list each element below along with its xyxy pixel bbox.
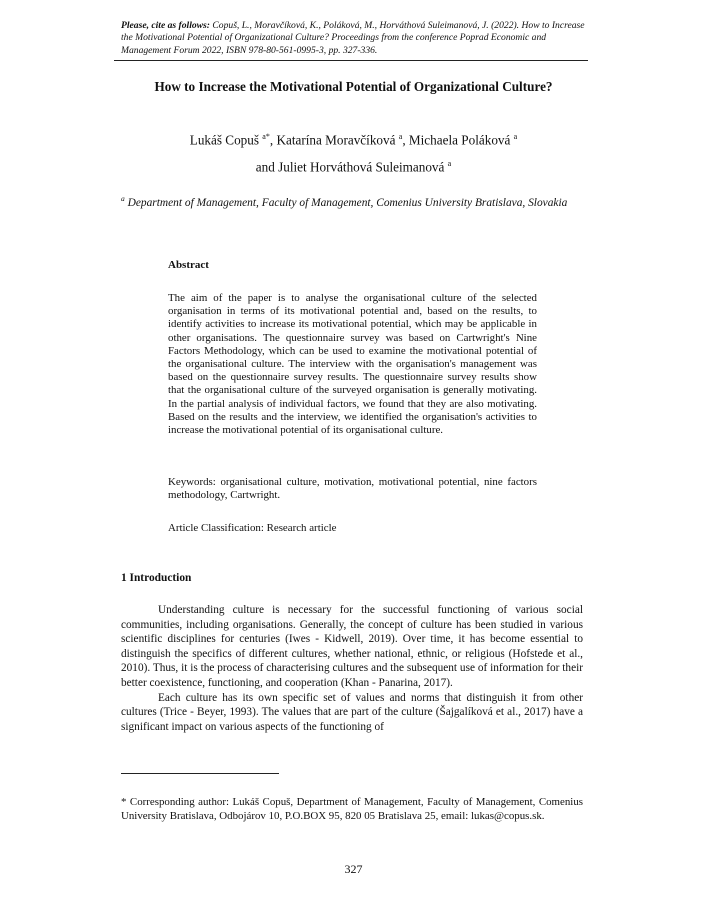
affiliation-marker: a: [121, 194, 125, 203]
paragraph: Each culture has its own specific set of values and norms that distinguish it from other cultures (Trice - Beyer, 1993). The values that are part of the culture (Šajgalíková et al., 2017) have a significant impact on various aspects of the functioning of: [121, 691, 583, 733]
author-line-1: Lukáš Copuš $^{a*}$, Katarína Moravčíková $^a$, Michaela Poláková $^a$: [189, 132, 518, 148]
article-classification: Article Classification: Research article: [168, 522, 337, 534]
author-marker: a: [447, 159, 452, 169]
author-marker: a: [398, 132, 403, 141]
section-body: [121, 603, 583, 734]
paragraph: Understanding culture is necessary for the successful functioning of various social communities, including organisations. Generally, the concept of culture has been studied in various scientific disciplines for centuries (Iwes - Kidwell, 2019). Over time, it has become essential to distinguish the specifics of different cultures, whether national, ethnic, or religious (Hofstede et al., 2010). Thus, it is the process of characterising cultures and the subsequent use of information for their better coexistence, functioning, and cooperation (Khan - Panarina, 2017).: [121, 604, 583, 689]
footnote-rule: [121, 773, 279, 774]
paper-title: How to Increase the Motivational Potential of Organizational Culture?: [154, 79, 553, 94]
author-list: [0, 125, 707, 180]
abstract-heading: Abstract: [168, 259, 209, 271]
citation-note: [121, 20, 587, 57]
author-marker: a: [513, 132, 518, 141]
page-number: 327: [344, 862, 363, 876]
header-rule: [114, 60, 588, 61]
author-name: Juliet Horváthová Suleimanová: [278, 159, 445, 175]
author-marker: a*: [262, 132, 270, 141]
author-conjunction: and: [255, 159, 275, 175]
footnote: * Corresponding author: Lukáš Copuš, Department of Management, Faculty of Management, Comenius University Bratislava, Odbojárov 10, P.O.BOX 95, 820 05 Bratislava 25, email: lukas@copus.sk.: [121, 796, 583, 823]
author-name: Lukáš Copuš: [189, 132, 259, 148]
citation-text: Copuš, L., Moravčíková, K., Poláková, M., Horváthová Suleimanová, J. (2022). How to Increase the Motivational Potential of Organizational Culture? Proceedings from the conference Poprad Economic and Management Forum 2022, ISBN 978-80-561-0995-3, pp. 327-336.: [121, 20, 585, 56]
affiliation: [121, 192, 587, 210]
author-line-2: [0, 152, 707, 179]
author-name: Michaela Poláková: [408, 132, 511, 148]
affiliation-text: Department of Management, Faculty of Management, Comenius University Bratislava, Slovakia: [127, 196, 568, 209]
section-heading: 1 Introduction: [121, 572, 192, 584]
abstract-text: The aim of the paper is to analyse the organisational culture of the selected organisation in terms of its motivational potential and, based on the results, to identify activities to increase its motivational potential, which may be applicable in other organisations. The questionnaire survey was based on Cartwright's Nine Factors Methodology, which can be used to examine the motivational potential of the organisational culture. The interview with the organisation's management was based on the questionnaire survey results. The questionnaire survey results show that the organisational culture of the surveyed organisation is generally motivating. In the partial analysis of individual factors, we found that they are also motivating. Based on the results and the interview, we identified the organisation's activities to increase the motivational potential of its organisational culture.: [168, 292, 537, 437]
keywords: Keywords: organisational culture, motivation, motivational potential, nine factors methodology, Cartwright.: [168, 476, 537, 502]
author-name: Katarína Moravčíková: [276, 132, 396, 148]
citation-lead: Please, cite as follows:: [121, 20, 210, 31]
